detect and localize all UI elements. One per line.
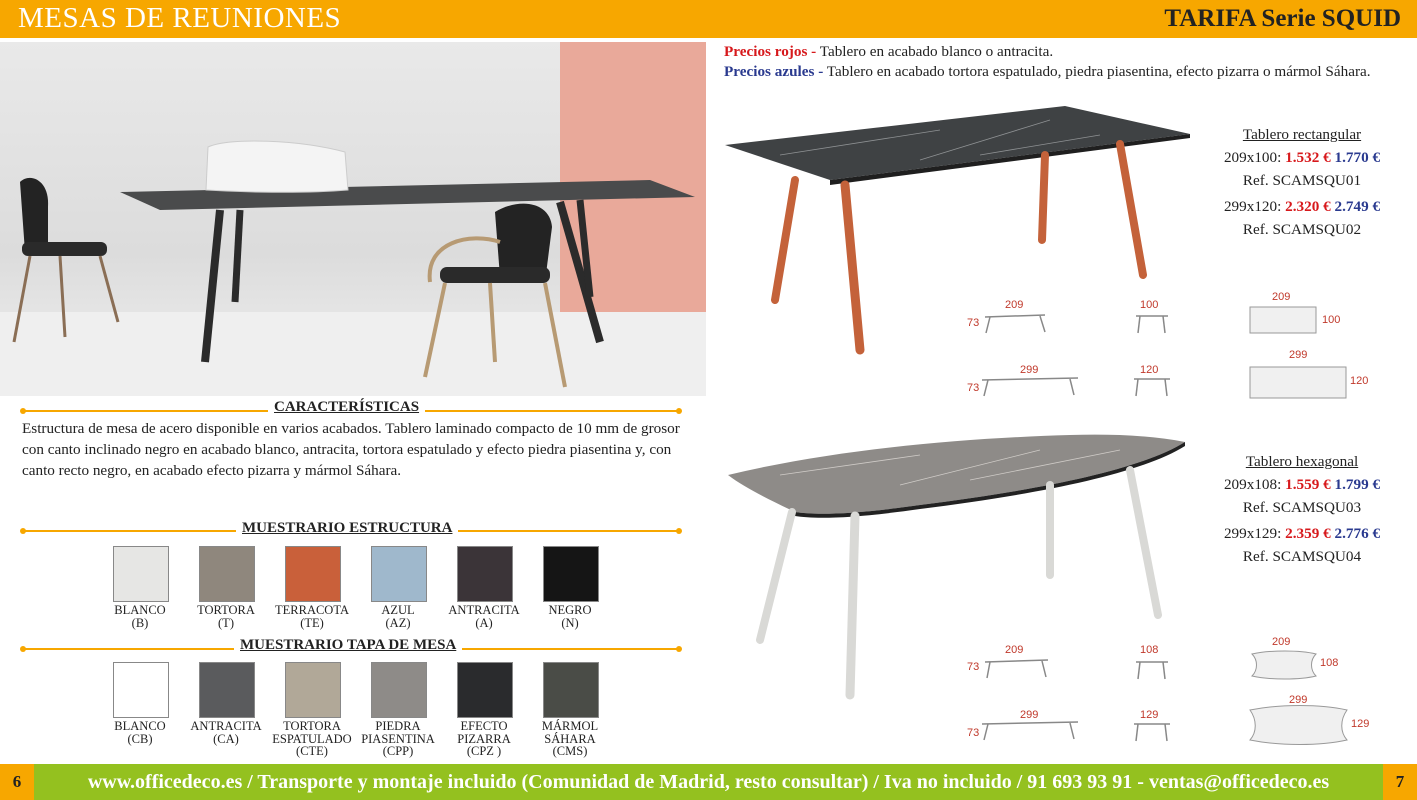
swatch-name-line: TORTORA [283, 719, 341, 733]
swatch-code: (CTE) [296, 744, 328, 758]
rect-table-title: Tablero rectangular [1242, 126, 1362, 143]
swatch-name-line: SÁHARA [544, 731, 596, 746]
tabletop-swatch [199, 662, 255, 718]
price-row [1210, 473, 1394, 496]
swatch-code: (CB) [127, 731, 153, 746]
swatch-code: (CA) [213, 731, 239, 746]
structure-swatch-label [353, 604, 443, 629]
tabletop-swatch-label [181, 720, 271, 745]
rule-dot [676, 646, 682, 652]
top-dim-depth: 108 [1320, 657, 1339, 669]
rect-dimension-drawings [960, 295, 1400, 400]
swatch-code: (CPP) [382, 744, 414, 758]
characteristics-text: Estructura de mesa de acero disponible en varios acabados. Tablero laminado compacto de 10 mm de grosor con canto inclinado negro en acabado blanco, antracita, tortora espatulado y efecto piedra piasentina y, con canto recto negro, en acabado efecto pizarra y mármol Sáhara. [22, 420, 680, 479]
dim-width: 209 [1005, 644, 1024, 656]
tabletop-swatch [285, 662, 341, 718]
blue-price-label: Precios azules - [724, 62, 824, 80]
swatch-code: (CPZ ) [466, 744, 502, 758]
structure-swatch [113, 546, 169, 602]
characteristics-title: CARACTERÍSTICAS [268, 399, 425, 416]
swatch-name: ANTRACITA [448, 603, 520, 617]
reference: Ref. SCAMSQU01 [1242, 172, 1362, 189]
dim-height: 73 [967, 727, 980, 739]
top-dim-width: 299 [1289, 694, 1308, 706]
structure-swatch-label [525, 604, 615, 629]
size-label: 299x120: [1223, 198, 1282, 215]
top-samples-title: MUESTRARIO TAPA DE MESA [234, 637, 462, 654]
top-dim-depth: 129 [1351, 718, 1370, 730]
dim-height: 73 [967, 382, 980, 394]
structure-swatch [199, 546, 255, 602]
blue-price-text: Tablero en acabado tortora espatulado, piedra piasentina, efecto pizarra o mármol Sáhara. [823, 62, 1371, 80]
page-number-left: 6 [0, 764, 34, 800]
tabletop-swatch-label [353, 720, 443, 758]
swatch-name: TORTORA [197, 603, 255, 617]
page-number-right: 7 [1383, 764, 1417, 800]
rect-price-block [1210, 123, 1394, 241]
swatch-name: AZUL [381, 603, 415, 617]
top-dim-width: 209 [1272, 636, 1291, 648]
structure-swatch-label [181, 604, 271, 629]
structure-swatch [543, 546, 599, 602]
dim-height: 73 [967, 317, 980, 329]
tabletop-swatch [113, 662, 169, 718]
dim-depth: 120 [1140, 364, 1159, 376]
size-label: 209x100: [1223, 149, 1282, 166]
rule-dot [676, 408, 682, 414]
swatch-name-line: PIZARRA [457, 731, 511, 746]
swatch-name-line: ESPATULADO [272, 731, 352, 746]
structure-swatch [457, 546, 513, 602]
top-dim-depth: 100 [1322, 314, 1341, 326]
structure-swatch-label [267, 604, 357, 629]
tabletop-swatch [371, 662, 427, 718]
dim-depth: 100 [1140, 299, 1159, 311]
rule-dot [20, 528, 26, 534]
dim-depth: 129 [1140, 709, 1159, 721]
red-price: 1.532 € [1285, 149, 1331, 166]
dim-width: 209 [1005, 299, 1024, 311]
top-dim-width: 299 [1289, 349, 1308, 361]
series-title: TARIFA Serie SQUID [1164, 5, 1401, 32]
rule-dot [676, 528, 682, 534]
price-legend [724, 42, 1384, 81]
price-row [1210, 522, 1394, 545]
red-price-label: Precios rojos - [724, 43, 817, 60]
structure-swatch [285, 546, 341, 602]
swatch-code: (A) [475, 615, 493, 630]
size-label: 299x129: [1223, 525, 1282, 542]
swatch-code: (B) [131, 615, 149, 630]
structure-samples-title: MUESTRARIO ESTRUCTURA [236, 520, 458, 537]
tabletop-swatch [457, 662, 513, 718]
dim-width: 299 [1020, 709, 1039, 721]
reference: Ref. SCAMSQU04 [1242, 548, 1362, 565]
blue-price: 2.776 € [1334, 525, 1381, 542]
swatch-name: BLANCO [114, 719, 166, 733]
tabletop-swatch-label [95, 720, 185, 745]
blue-price: 2.749 € [1334, 198, 1381, 215]
swatch-name: NEGRO [548, 603, 592, 617]
hex-table-title: Tablero hexagonal [1245, 453, 1359, 470]
swatch-code: (CMS) [552, 744, 588, 758]
red-price-text: Tablero en acabado blanco o antracita. [816, 43, 1054, 60]
page-title: MESAS DE REUNIONES [18, 2, 342, 34]
showroom-photo [0, 42, 706, 396]
reference: Ref. SCAMSQU02 [1242, 221, 1362, 238]
swatch-name: ANTRACITA [190, 719, 262, 733]
price-row [1210, 146, 1394, 169]
structure-swatch [371, 546, 427, 602]
swatch-code: (T) [218, 615, 234, 630]
dim-depth: 108 [1140, 644, 1159, 656]
red-price: 1.559 € [1285, 476, 1331, 493]
tabletop-swatch-label [267, 720, 357, 758]
swatch-name-line: PIASENTINA [361, 731, 435, 746]
rule-dot [20, 646, 26, 652]
structure-swatch-label [439, 604, 529, 629]
swatch-name-line: MÁRMOL [541, 719, 599, 733]
swatch-name: BLANCO [114, 603, 166, 617]
swatch-name-line: EFECTO [460, 719, 508, 733]
table-scene-illustration [0, 42, 706, 396]
tabletop-swatch-label [525, 720, 615, 758]
swatch-code: (N) [561, 615, 579, 630]
dim-width: 299 [1020, 364, 1039, 376]
swatch-code: (TE) [300, 615, 324, 630]
price-row [1210, 195, 1394, 218]
structure-swatch-label [95, 604, 185, 629]
dim-height: 73 [967, 661, 980, 673]
red-price: 2.320 € [1285, 198, 1331, 215]
blue-price: 1.770 € [1334, 149, 1381, 166]
red-price: 2.359 € [1285, 525, 1331, 542]
rule-dot [20, 408, 26, 414]
reference: Ref. SCAMSQU03 [1242, 499, 1362, 516]
tabletop-swatch [543, 662, 599, 718]
swatch-name: TERRACOTA [275, 603, 349, 617]
hex-price-block [1210, 450, 1394, 568]
blue-price: 1.799 € [1334, 476, 1381, 493]
swatch-name-line: PIEDRA [375, 719, 421, 733]
top-dim-depth: 120 [1350, 375, 1369, 387]
tabletop-swatch-label [439, 720, 529, 758]
top-dim-width: 209 [1272, 291, 1291, 303]
size-label: 209x108: [1223, 476, 1282, 493]
swatch-code: (AZ) [385, 615, 411, 630]
footer-contact-text: www.officedeco.es / Transporte y montaje incluido (Comunidad de Madrid, resto consultar) / Iva no incluido / 91 693 93 91 - ventas@officedeco.es [87, 771, 1330, 793]
